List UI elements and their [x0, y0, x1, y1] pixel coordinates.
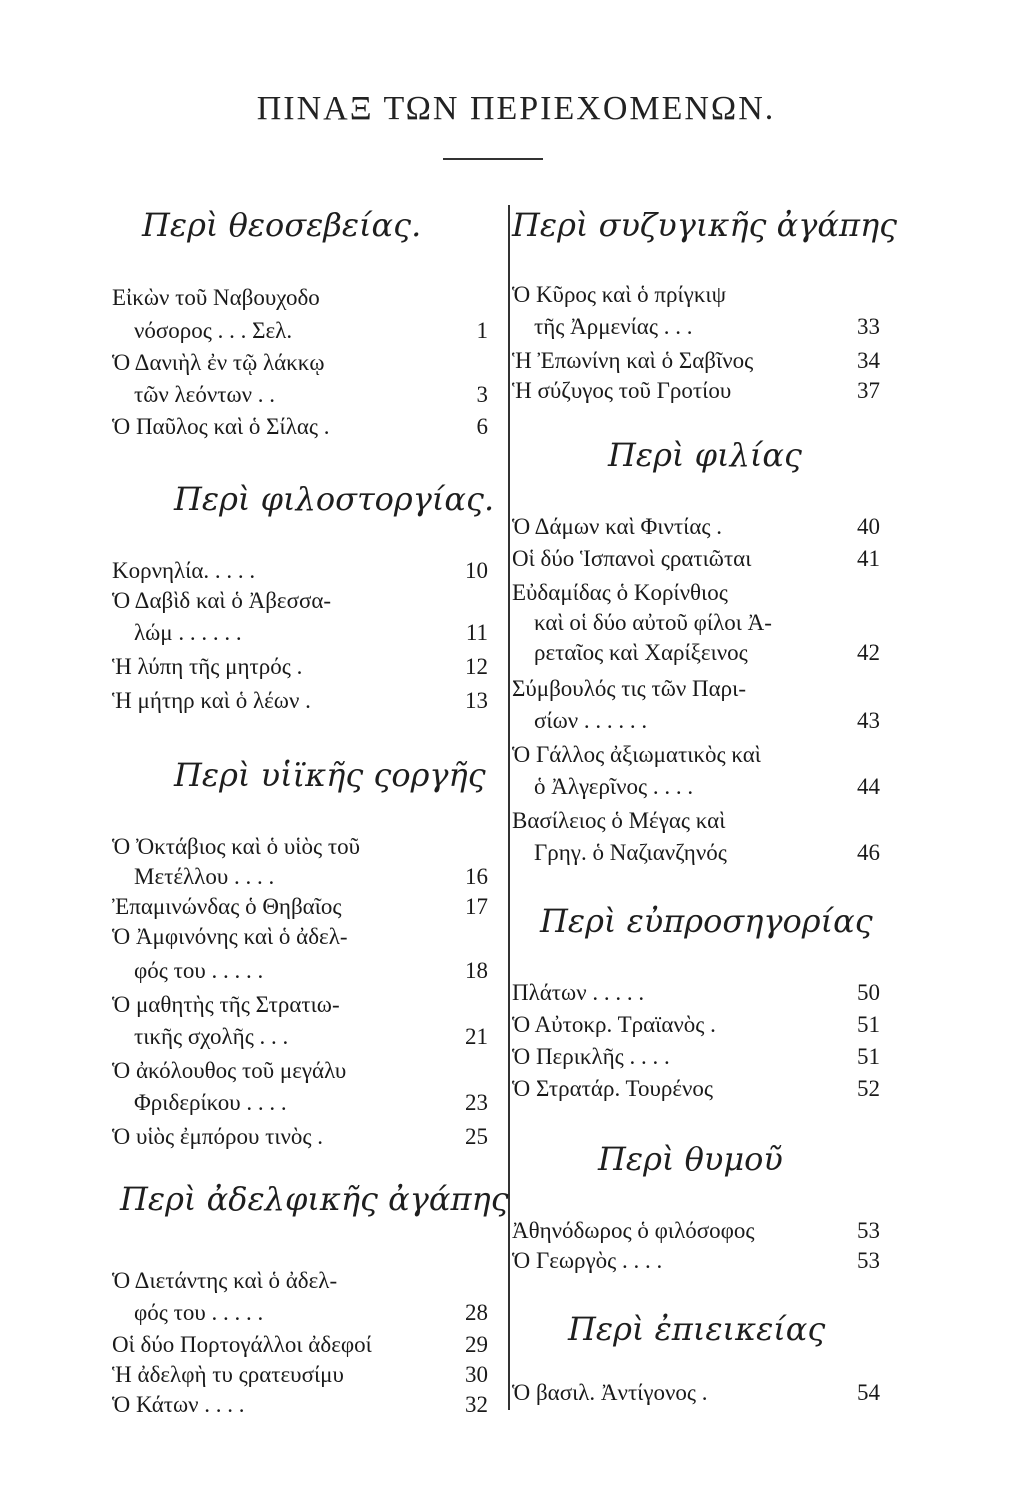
entry-text: Οἱ δύο Πορτογάλλοι ἀδεφοί — [112, 1332, 372, 1357]
entry-text: Ὁ Κάτων . . . . — [112, 1392, 245, 1417]
page-number: 6 — [476, 414, 488, 439]
toc-entry-line — [512, 774, 880, 804]
entry-text: Εὐδαμίδας ὁ Κορίνθιος — [512, 580, 728, 605]
entry-text: Ὁ Κῦρος καὶ ὁ πρίγκιψ — [512, 282, 727, 307]
entry-text: Ὁ Στρατάρ. Τουρένος — [512, 1076, 714, 1101]
toc-entry-line — [512, 314, 880, 344]
entry-text: Μετέλλου . . . . — [134, 864, 275, 889]
entry-text: Ὁ Δάμων καὶ Φιντίας . — [512, 514, 722, 539]
toc-entry-line — [112, 1392, 488, 1422]
toc-entry-line — [512, 610, 880, 640]
section-heading: Περὶ συζυγικῆς ἀγάπης — [512, 206, 898, 244]
page-number: 51 — [857, 1044, 880, 1069]
toc-entry-line — [512, 1218, 880, 1248]
entry-text: ὁ Ἀλγερῖνος . . . . — [534, 774, 694, 799]
entry-text: Ὁ Γεωργὸς . . . . — [512, 1248, 663, 1273]
entry-text: Πλάτων . . . . . — [512, 980, 645, 1005]
toc-entry-line — [512, 808, 880, 838]
page-number: 54 — [857, 1380, 880, 1405]
entry-text: Ὁ Ἀμφινόνης καὶ ὁ ἀδελ- — [112, 924, 348, 949]
toc-entry-line — [512, 580, 880, 610]
page-number: 46 — [857, 840, 880, 865]
page-number: 52 — [857, 1076, 880, 1101]
toc-entry-line — [112, 1362, 488, 1392]
toc-entry-line — [112, 834, 488, 864]
toc-entry-line — [512, 742, 880, 772]
page-number: 53 — [857, 1248, 880, 1273]
page-number: 28 — [465, 1300, 488, 1325]
page-number: 43 — [857, 708, 880, 733]
toc-entry-line — [512, 348, 880, 378]
page-number: 13 — [465, 688, 488, 713]
page-number: 25 — [465, 1124, 488, 1149]
entry-text: ρεταῖος καὶ Χαρίξεινος — [534, 640, 748, 665]
toc-entry-line — [512, 1248, 880, 1278]
entry-text: φός του . . . . . — [134, 958, 264, 983]
page-number: 10 — [465, 558, 488, 583]
entry-text: Ὁ ἀκόλουθος τοῦ μεγάλυ — [112, 1058, 347, 1083]
page-number: 33 — [857, 314, 880, 339]
entry-text: Ὁ Παῦλος καὶ ὁ Σίλας . — [112, 414, 330, 439]
entry-text: Ὁ μαθητὴς τῆς Στρατιω- — [112, 992, 340, 1017]
entry-text: Οἱ δύο Ἱσπανοὶ ςρατιῶται — [512, 546, 752, 571]
toc-entry-line — [512, 640, 880, 670]
entry-text: λώμ . . . . . . — [134, 620, 242, 645]
page-number: 23 — [465, 1090, 488, 1115]
page-number: 32 — [465, 1392, 488, 1417]
entry-text: φός του . . . . . — [134, 1300, 264, 1325]
page-number: 44 — [857, 774, 880, 799]
entry-text: Ἡ λύπη τῆς μητρός . — [112, 654, 303, 679]
entry-text: τικῆς σχολῆς . . . — [134, 1024, 289, 1049]
toc-entry-line — [512, 514, 880, 544]
page-number: 16 — [465, 864, 488, 889]
page-number: 40 — [857, 514, 880, 539]
entry-text: Ἡ σύζυγος τοῦ Γροτίου — [512, 378, 732, 403]
entry-text: Εἰκὼν τοῦ Ναβουχοδο — [112, 285, 320, 310]
entry-text: Φριδερίκου . . . . — [134, 1090, 287, 1115]
entry-text: Ἐπαμινώνδας ὁ Θηβαῖος — [112, 894, 342, 919]
entry-text: Ἀθηνόδωρος ὁ φιλόσοφος — [512, 1218, 755, 1243]
toc-entry-line — [512, 1012, 880, 1042]
page-title: ΠΙΝΑΞ ΤΩΝ ΠΕΡΙΕΧΟΜΕΝΩΝ. — [256, 90, 776, 127]
toc-entry-line — [112, 992, 488, 1022]
page-number: 17 — [465, 894, 488, 919]
page-number: 42 — [857, 640, 880, 665]
toc-entry-line — [112, 1090, 488, 1120]
section-heading: Περὶ εὐπροσηγορίας — [540, 902, 873, 940]
entry-text: Ὁ Ὀκτάβιος καὶ ὁ υἱὸς τοῦ — [112, 834, 360, 859]
section-heading: Περὶ θυμοῦ — [598, 1140, 783, 1178]
page-number: 18 — [465, 958, 488, 983]
page-number: 34 — [857, 348, 880, 373]
toc-entry-line — [112, 958, 488, 988]
toc-entry-line — [112, 654, 488, 684]
entry-text: Ἡ ἀδελφὴ τυ ςρατευσίμυ — [112, 1362, 344, 1387]
entry-text: σίων . . . . . . — [534, 708, 648, 733]
toc-entry-line — [112, 350, 488, 380]
page-number: 29 — [465, 1332, 488, 1357]
toc-entry-line — [512, 282, 880, 312]
toc-entry-line — [512, 546, 880, 576]
page-number: 37 — [857, 378, 880, 403]
toc-entry-line — [112, 558, 488, 588]
entry-text: Ὁ υἱὸς ἐμπόρου τινὸς . — [112, 1124, 324, 1149]
toc-entry-line — [512, 1076, 880, 1106]
toc-entry-line — [512, 1380, 880, 1410]
section-heading: Περὶ θεοσεβείας. — [142, 206, 422, 244]
toc-entry-line — [112, 588, 488, 618]
toc-entry-line — [112, 414, 488, 444]
toc-entry-line — [112, 285, 488, 315]
entry-text: Γρηγ. ὁ Ναζιανζηνός — [534, 840, 727, 865]
page-number: 11 — [465, 620, 488, 645]
toc-entry-line — [112, 894, 488, 924]
page-number: 12 — [465, 654, 488, 679]
entry-text: καὶ οἱ δύο αὐτοῦ φίλοι Ἀ- — [534, 610, 772, 635]
entry-text: Ὁ Δανιὴλ ἐν τῷ λάκκῳ — [112, 350, 325, 375]
toc-entry-line — [112, 1332, 488, 1362]
entry-text: Ὁ Περικλῆς . . . . — [512, 1044, 670, 1069]
entry-text: Βασίλειος ὁ Μέγας καὶ — [512, 808, 726, 833]
entry-text: Ὁ Αὐτοκρ. Τραϊανὸς . — [512, 1012, 716, 1037]
entry-text: Ἡ Ἐπωνίνη καὶ ὁ Σαβῖνος — [512, 348, 754, 373]
entry-text: Κορνηλία. . . . . — [112, 558, 256, 583]
toc-entry-line — [512, 378, 880, 408]
toc-entry-line — [112, 1124, 488, 1154]
section-heading: Περὶ ἐπιεικείας — [568, 1310, 826, 1348]
toc-entry-line — [112, 382, 488, 412]
page-number: 41 — [857, 546, 880, 571]
toc-entry-line — [112, 620, 488, 650]
toc-entry-line — [112, 1268, 488, 1298]
section-heading: Περὶ φιλίας — [608, 436, 802, 474]
page-number: 3 — [476, 382, 488, 407]
page-number: 30 — [465, 1362, 488, 1387]
page-number: 1 — [476, 318, 488, 343]
entry-text: Ὁ Δαβὶδ καὶ ὁ Ἀβεσσα- — [112, 588, 332, 613]
entry-text: τῆς Ἀρμενίας . . . — [534, 314, 693, 339]
column-divider — [508, 205, 510, 1410]
entry-text: Ἡ μήτηρ καὶ ὁ λέων . — [112, 688, 311, 713]
entry-text: Ὁ Διετάντης καὶ ὁ ἀδελ- — [112, 1268, 338, 1293]
toc-entry-line — [512, 676, 880, 706]
section-heading: Περὶ υἱϊκῆς ςοργῆς — [174, 756, 486, 794]
toc-entry-line — [112, 1300, 488, 1330]
toc-entry-line — [112, 688, 488, 718]
toc-entry-line — [112, 1024, 488, 1054]
page-number: 21 — [465, 1024, 488, 1049]
entry-text: Σύμβουλός τις τῶν Παρι- — [512, 676, 747, 701]
entry-text: νόσορος . . . Σελ. — [134, 318, 293, 343]
entry-text: Ὁ βασιλ. Ἀντίγονος . — [512, 1380, 708, 1405]
toc-entry-line — [512, 708, 880, 738]
page-number: 53 — [857, 1218, 880, 1243]
toc-entry-line — [512, 980, 880, 1010]
section-heading: Περὶ ἀδελφικῆς ἀγάπης — [120, 1180, 509, 1218]
toc-entry-line — [112, 318, 488, 348]
section-heading: Περὶ φιλοστοργίας. — [174, 480, 495, 518]
toc-entry-line — [112, 924, 488, 954]
title-rule — [443, 158, 543, 160]
toc-entry-line — [512, 840, 880, 870]
entry-text: Ὁ Γάλλος ἀξιωματικὸς καὶ — [512, 742, 761, 767]
page-number: 51 — [857, 1012, 880, 1037]
page-number: 50 — [857, 980, 880, 1005]
toc-entry-line — [112, 864, 488, 894]
toc-entry-line — [512, 1044, 880, 1074]
entry-text: τῶν λεόντων . . — [134, 382, 276, 407]
toc-entry-line — [112, 1058, 488, 1088]
